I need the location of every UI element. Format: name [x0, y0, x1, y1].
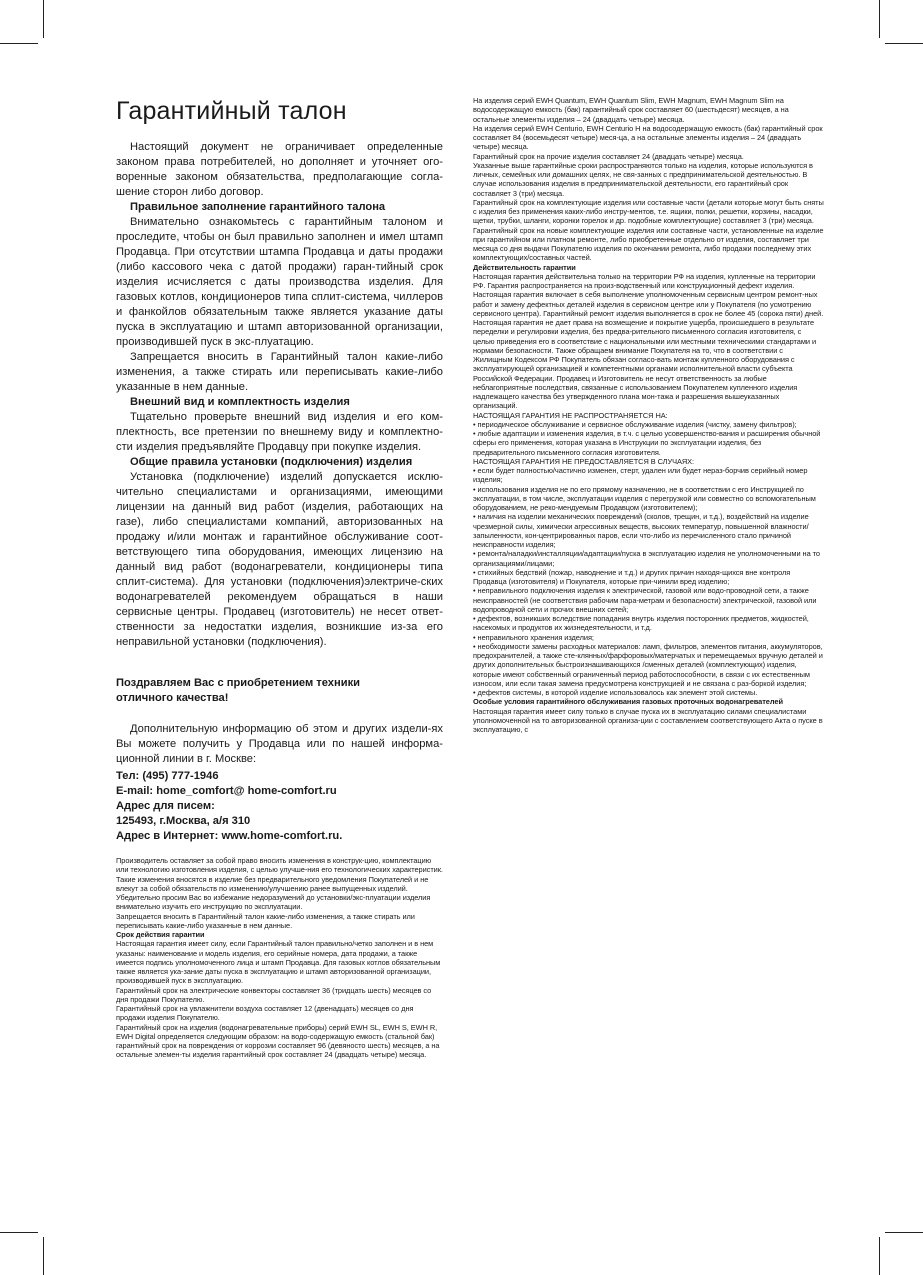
- list-item: • дефектов, возникших вследствие попадания внутрь изделия посторонних предметов, жидкостей, насекомых и продуктов их жизнедеятельности, и т.д.: [473, 614, 809, 633]
- section-heading: Действительность гарантии: [473, 262, 576, 272]
- paragraph: Гарантийный срок на изделия (водонагревательные приборы) серий EWH SL, EWH S, EWH R, EWH Digital определяется следующим образом: на водо-содержащую емкость (стальной бак) гарантийный срок на повреждения от коррозии составляет 96 (девяносто шесть) месяцев, а на остальные элемен-ты изделия гарантийный срок составляет 24 (двадцать четыре) месяца.: [116, 1022, 440, 1060]
- contact-address: 125493, г.Москва, а/я 310: [116, 815, 251, 827]
- list-item: • наличия на изделии механических повреждений (сколов, трещин, и т.д.), воздействий на изделие чрезмерной силы, химически агрессивных веществ, высоких температур, повышенной влажности/запыленности, кон-центрированных паров, если что-либо из перечисленного стало причиной неисправности изделия;: [473, 512, 809, 549]
- list-item: • периодическое обслуживание и сервисное обслуживание изделия (чистку, замену фильтров);: [473, 419, 797, 429]
- paragraph: Гарантийный срок на электрические конвекторы составляет 36 (тридцать шесть) месяцев со дня продажи Покупателю.: [116, 985, 432, 1004]
- contact-phone: Тел: (495) 777-1946: [116, 770, 219, 782]
- list-item: • неправильного подключения изделия к электрической, газовой или водо-проводной сети, а также неисправностей (не соответствия рабочим пара-метрам и безопасности) электрической, газовой или водопроводной сети и прочих внешних сетей;: [473, 586, 817, 614]
- congrats-line: Поздравляем Вас с приобретением техники: [116, 677, 361, 689]
- paragraph: На изделия серий EWH Centurio, EWH Centurio H на водосодержащую емкость (бак) гарантийный срок составляет 84 (восемьдесят четыре) меся-ца, а на остальные элементы изделия – 24 (двадцать четыре) месяца.: [473, 123, 823, 152]
- paragraph: Настоящая гарантия не дает права на возмещение и покрытие ущерба, происшедшего в результате переделки и регулировки изделия, без предва-рительного письменного согласия изготовителя, с целью приведения его в соответствие с национальными или местными техническими стандартами и нормами безопасности. Также обращаем внимание Покупателя на то, что в соответствии с Жилищным Кодексом РФ Покупатель обязан согласо-вать монтаж купленного оборудования с эксплуатирующей организацией и компетентными органами исполнительной власти субъекта Российской Федерации. Продавец и Изготовитель не несут ответственность за любые неблагоприятные последствия, связанные с использованием Покупателем купленного изделия надлежащего качества без утвержденного плана мон-тажа и разрешения вышеуказанных организаций.: [473, 318, 817, 411]
- paragraph: Тщательно проверьте внешний вид изделия и его ком-плектность, все претензии по внешнему виду и комплектно-сти изделия предъявляйте Продавцу при покупке изделия.: [116, 411, 443, 453]
- paragraph: Указанные выше гарантийные сроки распространяются только на изделия, которые используются в личных, семейных или домашних целях, не свя-занных с предпринимательской деятельностью. В случае использования изделия в предпринимательской деятельности, его гарантийный срок составляет 3 (три) месяца.: [473, 160, 813, 198]
- paragraph: Запрещается вносить в Гарантийный талон какие-либо изменения, а также стирать или переписывать какие-либо указанные в нем данные.: [116, 351, 443, 393]
- crop-mark: [0, 1232, 38, 1233]
- right-column: [473, 96, 824, 734]
- paragraph: НАСТОЯЩАЯ ГАРАНТИЯ НЕ ПРЕДОСТАВЛЯЕТСЯ В СЛУЧАЯХ:: [473, 456, 695, 466]
- list-item: • необходимости замены расходных материалов: ламп, фильтров, элементов питания, аккумуляторов, предохранителей, а также сте-клянных/фарфоровых/матерчатых и перемещаемых вручную деталей и других дополнительных быстроизнашивающихся /сменных деталей (комплектующих) изделия, которые имеют собственный ограниченный период работоспособности, в связи с их естественным износом, или если такая замена предусмотрена конструкцией и не связана с раз-боркой изделия;: [473, 641, 823, 688]
- crop-mark: [43, 0, 44, 38]
- paragraph: Запрещается вносить в Гарантийный талон какие-либо изменения, а также стирать или переписывать какие-либо указанные в нем данные.: [116, 911, 415, 930]
- crop-mark: [879, 0, 880, 38]
- crop-mark: [43, 1237, 44, 1275]
- paragraph: Гарантийный срок на увлажнители воздуха составляет 12 (двенадцать) месяцев со дня продажи изделия Покупателю.: [116, 1004, 414, 1023]
- section-heading: Правильное заполнение гарантийного талона: [130, 201, 386, 213]
- paragraph: Гарантийный срок на новые комплектующие изделия или составные части, установленные на изделие при гарантийном или платном ремонте, либо приобретенные отдельно от изделия, составляет три месяца со дня выдачи Покупателю изделия по окончании ремонта, либо продажи последнему этих комплектующих/составных частей.: [473, 225, 824, 263]
- crop-mark: [879, 1237, 880, 1275]
- paragraph: Установка (подключение) изделий допускается исклю-чительно специалистами и организациями, имеющими лицензии на данный вид работ (изделия, работающих на газе), либо специалистами компаний, авторизованных на продажу и/или монтаж и гарантийное обслуживание соот-ветствующего типа оборудования, имеющих лицензию на данный вид работ (водонагреватели, кондиционеры типа сплит-система). Для установки (подключения)электриче-ских водонагревателей рекомендуем обращаться в наши сервисные центры. Продавец (изготовитель) не несет ответ-ственности за недостатки изделия, возникшие из-за его неправильной установки (подключения).: [116, 471, 443, 648]
- congrats-line: отличного качества!: [116, 692, 229, 704]
- list-item: • стихийных бедствий (пожар, наводнение и т.д.) и других причин находя-щихся вне контроля Продавца (изготовителя) и Покупателя, которые при-чинили вред изделию;: [473, 567, 791, 586]
- list-item: • ремонта/наладки/инсталляции/адаптации/пуска в эксплуатацию изделия не уполномоченными на то организациями/лицами;: [473, 549, 820, 568]
- paragraph: Настоящая гарантия имеет силу, если Гарантийный талон правильно/четко заполнен и в нем указаны: наименование и модель изделия, его серийные номера, дата продажи, а также имеется подпись уполномоченного лица и штамп Продавца. Для газовых котлов обязательным также является ука-зание даты пуска в эксплуатацию и штамп авторизованной организации, производившей пуск в эксплуатацию.: [116, 939, 441, 986]
- crop-mark: [885, 43, 923, 44]
- list-item: • неправильного хранения изделия;: [473, 632, 594, 642]
- intro-paragraph: Настоящий документ не ограничивает определенные законом права потребителей, но дополняет и уточняет ого-воренные законом обязательства, предполагающие согла-шение сторон либо договор.: [116, 141, 443, 198]
- paragraph: Производитель оставляет за собой право вносить изменения в конструк-цию, комплектацию или технологию изготовления изделия, с целью улучше-ния его технологических характеристик.: [116, 856, 443, 875]
- crop-mark: [0, 43, 38, 44]
- list-item: • дефектов системы, в которой изделие использовалось как элемент этой системы.: [473, 688, 758, 697]
- main-text: [116, 140, 443, 844]
- section-heading: Срок действия гарантии: [116, 930, 205, 939]
- paragraph: Настоящая гарантия действительна только на территории РФ на изделия, купленные на территории РФ. Гарантия распространяется на произ-водственный или конструкционный дефект изделия. Настоящая гарантия включает в себя выполнение уполномоченным сервисным центром ремонт-ных работ и замену дефектных деталей изделия в сервисном центре или у Покупателя (по усмотрению сервисного центра). Гарантийный ремонт изделия выполняется в срок не более 45 (сорока пяти) дней.: [473, 271, 824, 318]
- contact-email: E-mail: home_comfort@ home-comfort.ru: [116, 785, 337, 797]
- list-item: • если будет полностью/частично изменен, стерт, удален или будет нераз-борчив серийный номер изделия;: [473, 466, 808, 485]
- paragraph: Такие изменения вносятся в изделие без предварительного уведомления Покупателей и не влекут за собой обязательств по изменению/улучшению ранее выпущенных изделий.: [116, 874, 429, 893]
- section-heading: Внешний вид и комплектность изделия: [130, 396, 350, 408]
- section-heading: Общие правила установки (подключения) изделия: [130, 456, 413, 468]
- paragraph: Внимательно ознакомьтесь с гарантийным талоном и проследите, чтобы он был правильно заполнен и имел штамп Продавца. При отсутствии штампа Продавца и даты продажи (либо кассового чека с датой продажи) гаран-тийный срок изделия исчисляется с даты производства изделия. Для газовых котлов, кондиционеров типа сплит-система, чиллеров и фанкойлов обязательным также является указание даты пуска в эксплуатацию и штамп авторизованной организации, производившей пуск в экс-плуатацию.: [116, 216, 443, 348]
- section-heading: Особые условия гарантийного обслуживания газовых проточных водонагревателей: [473, 697, 783, 707]
- fine-print: [116, 856, 443, 1060]
- page-title: Гарантийный талон: [116, 97, 347, 125]
- contact-address-label: Адрес для писем:: [116, 800, 215, 812]
- paragraph: Убедительно просим Вас во избежание недоразумений до установки/экс-плуатации изделия внимательно изучить его инструкцию по эксплуатации.: [116, 893, 431, 912]
- paragraph: Настоящая гарантия имеет силу только в случае пуска их в эксплуатацию силами специалистами уполномоченной на то авторизованной организа-ции с составлением соответствующего Акта о пуске в эксплуатацию, с: [473, 706, 823, 734]
- paragraph: НАСТОЯЩАЯ ГАРАНТИЯ НЕ РАСПРОСТРАНЯЕТСЯ НА:: [473, 410, 668, 420]
- list-item: • любые адаптации и изменения изделия, в т.ч. с целью усовершенство-вания и расширения обычной сферы его применения, которая указана в Инструкции по эксплуатации изделия, без предварительного письменного согласия изготовителя.: [473, 429, 821, 457]
- contact-website: Адрес в Интернет: www.home-comfort.ru.: [116, 830, 343, 842]
- crop-mark: [885, 1232, 923, 1233]
- list-item: • использования изделия не по его прямому назначению, не в соответствии с его Инструкцией по эксплуатации, в том числе, эксплуатации изделия с перегрузкой или совместно со вспомогательным оборудованием, не реко-мендуемым Продавцом (изготовителем);: [473, 484, 816, 512]
- info-paragraph: Дополнительную информацию об этом и других издели-ях Вы можете получить у Продавца или по нашей информа-ционной линии в г. Москве:: [116, 723, 443, 765]
- left-column: [116, 96, 443, 1060]
- paragraph: На изделия серий EWH Quantum, EWH Quantum Slim, EWH Magnum, EWH Magnum Slim на водосодержащую емкость (бак) гарантийный срок составляет 60 (шестьдесят) месяцев, а на остальные элементы изделия – 24 (двадцать четыре) месяца.: [473, 96, 789, 124]
- paragraph: Гарантийный срок на комплектующие изделия или составные части (детали которые могут быть сняты с изделия без применения каких-либо инстру-ментов, т.е. ящики, полки, решетки, корзины, насадки, щетки, трубки, шланги, коронки горелок и др. подобные комплектующие) составляет 3 (три) месяца.: [473, 197, 824, 226]
- paragraph: Гарантийный срок на прочие изделия составляет 24 (двадцать четыре) месяца.: [473, 151, 744, 161]
